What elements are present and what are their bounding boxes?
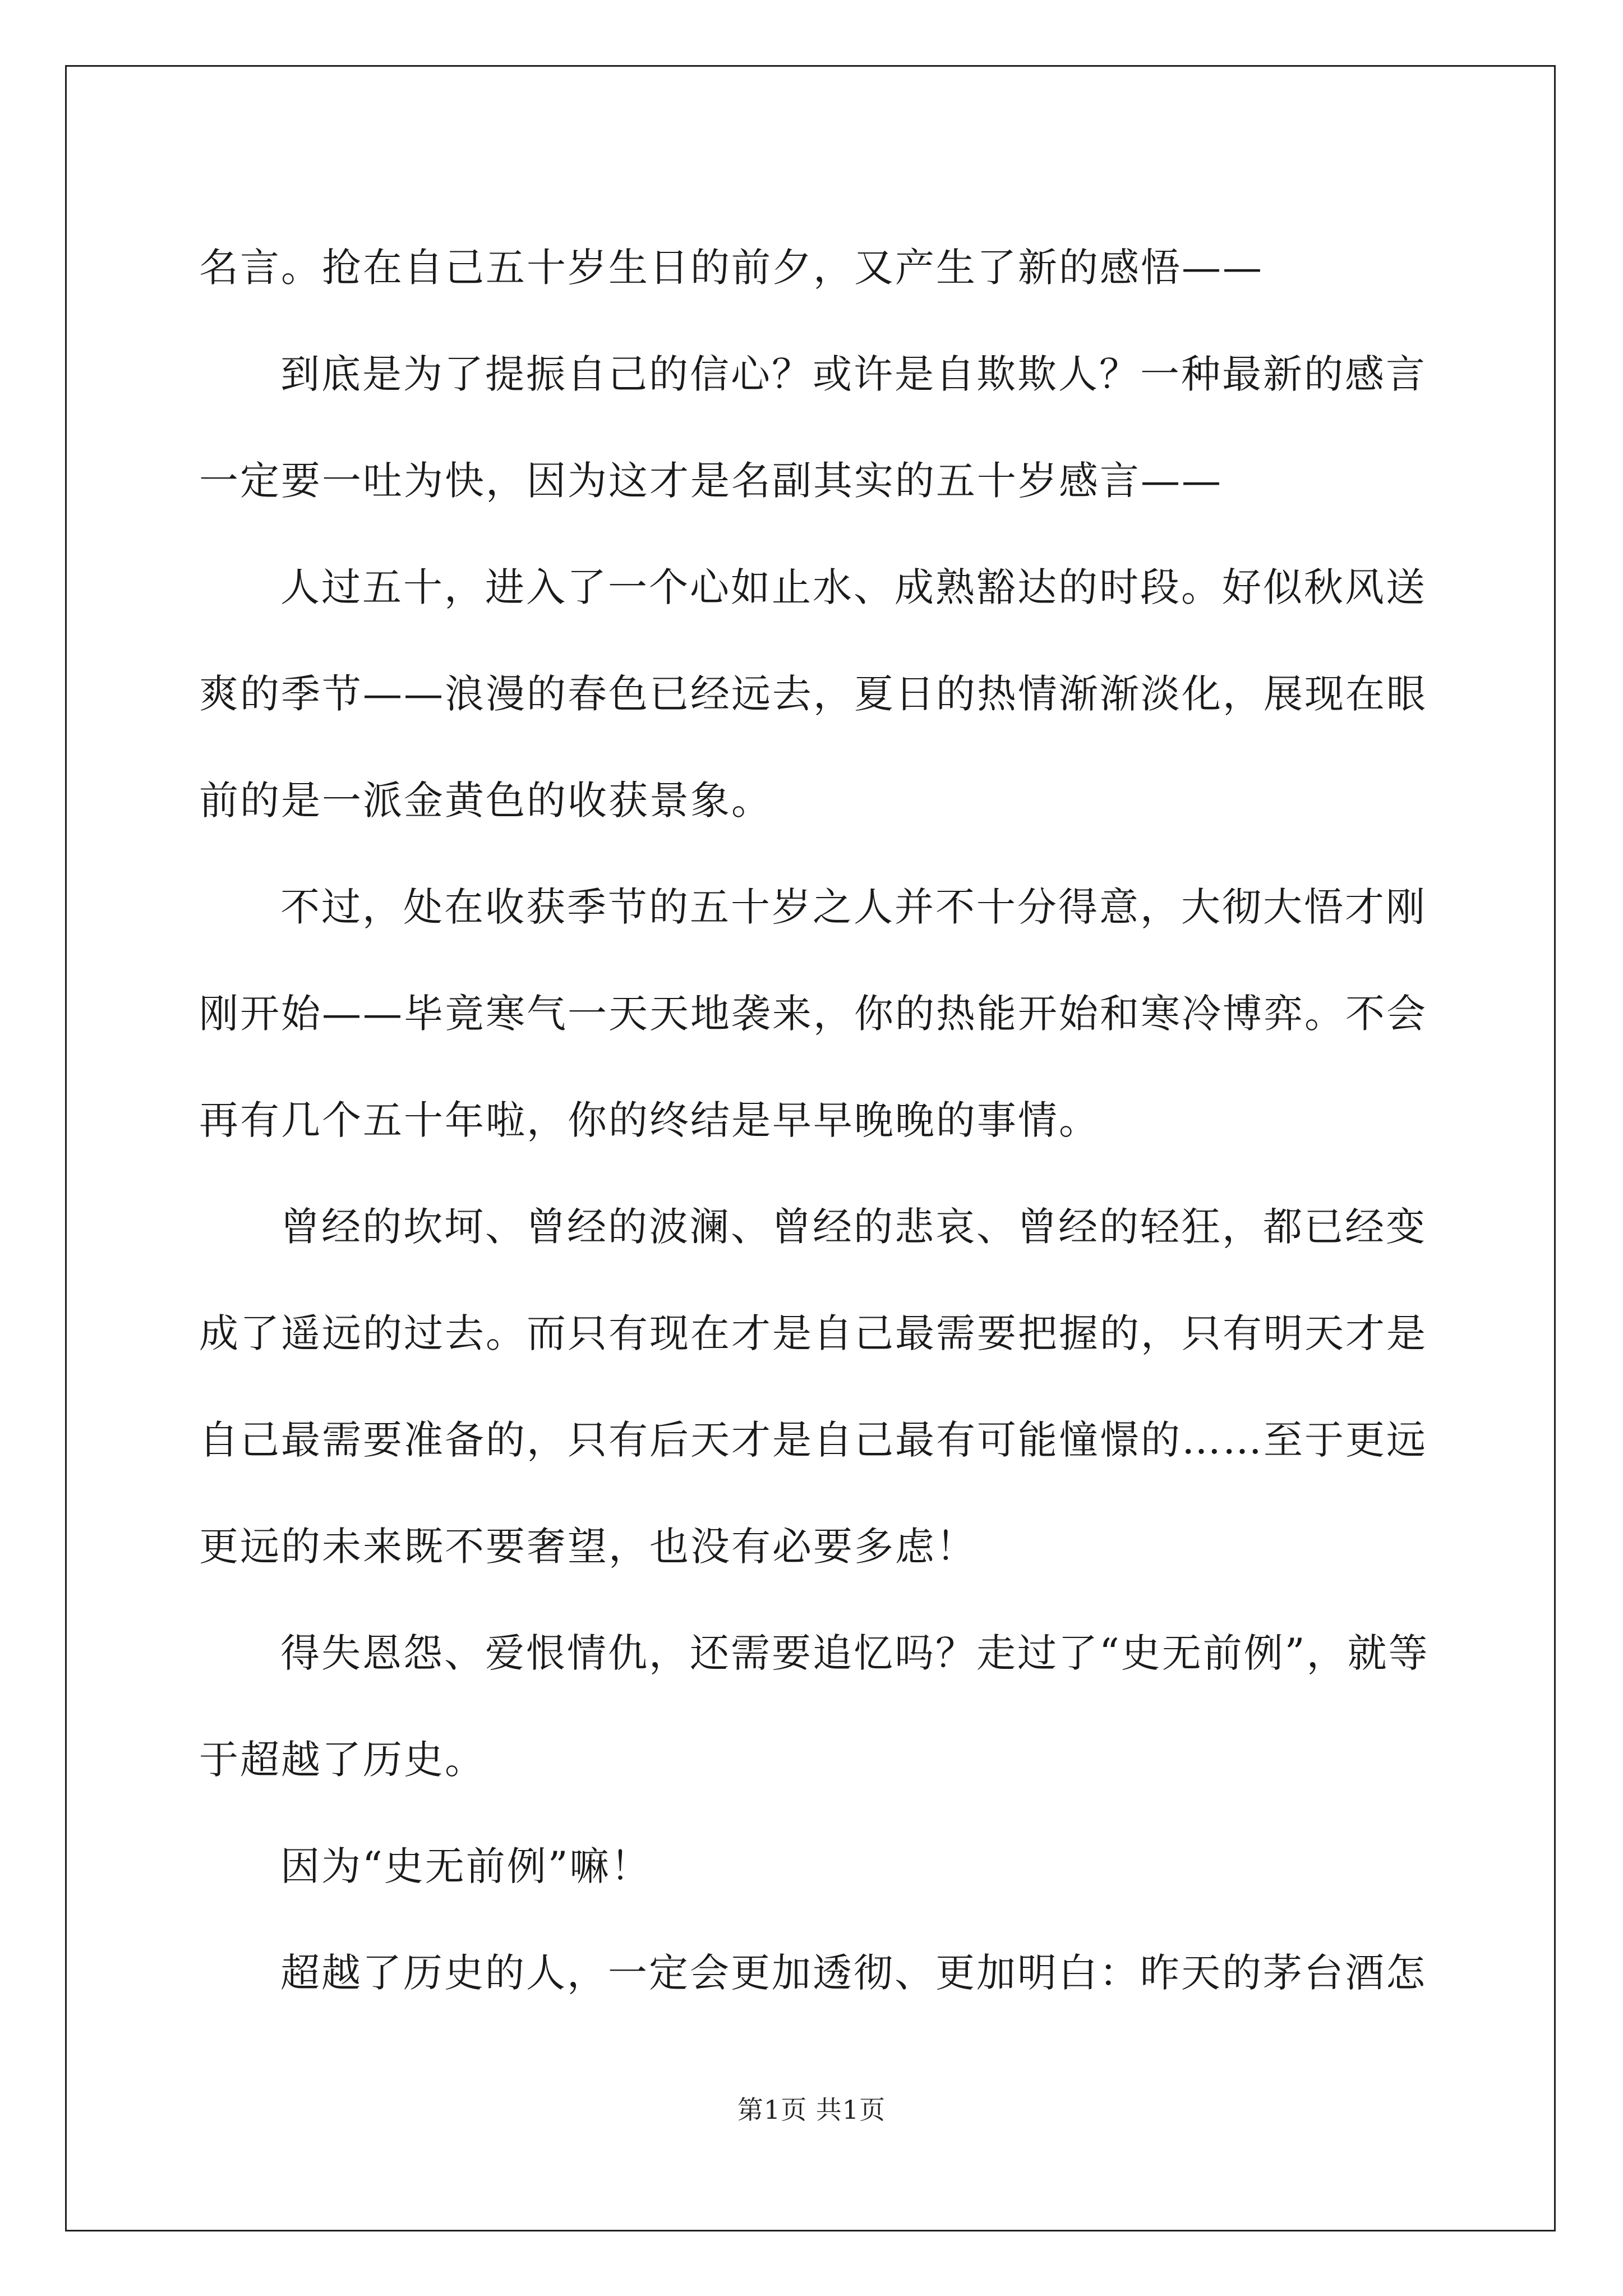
text-line: 人过五十，进入了一个心如止水、成熟豁达的时段。好似秋风送 [280,564,1427,610]
text-line: 爽的季节——浪漫的春色已经远去，夏日的热情渐渐淡化，展现在眼 [199,671,1427,717]
text-line: 到底是为了提振自己的信心？或许是自欺欺人？一种最新的感言 [280,351,1427,397]
text-line: 前的是一派金黄色的收获景象。 [199,777,772,823]
document-body [199,214,1433,2026]
text-line: 更远的未来既不要奢望，也没有必要多虑！ [199,1524,977,1570]
text-line: 超越了历史的人，一定会更加透彻、更加明白：昨天的茅台酒怎 [280,1950,1427,1996]
text-line: 因为“史无前例”嘛！ [280,1843,652,1889]
text-line: 成了遥远的过去。而只有现在才是自己最需要把握的，只有明天才是 [199,1310,1427,1356]
text-line: 名言。抢在自己五十岁生日的前夕，又产生了新的感悟—— [199,245,1264,291]
text-line: 刚开始——毕竟寒气一天天地袭来，你的热能开始和寒冷博弈。不会 [199,991,1427,1037]
text-line: 曾经的坎坷、曾经的波澜、曾经的悲哀、曾经的轻狂，都已经变 [280,1204,1427,1250]
text-line: 一定要一吐为快，因为这才是名副其实的五十岁感言—— [199,458,1223,504]
text-line: 不过，处在收获季节的五十岁之人并不十分得意，大彻大悟才刚 [280,884,1427,930]
text-line: 得失恩怨、爱恨情仇，还需要追忆吗？走过了“史无前例”，就等 [280,1630,1430,1676]
page-footer: 第1页 共1页 [737,2095,886,2125]
text-line: 于超越了历史。 [199,1737,486,1783]
text-line: 自己最需要准备的，只有后天才是自己最有可能憧憬的……至于更远 [199,1417,1427,1463]
text-line: 再有几个五十年啦，你的终结是早早晚晚的事情。 [199,1097,1100,1143]
